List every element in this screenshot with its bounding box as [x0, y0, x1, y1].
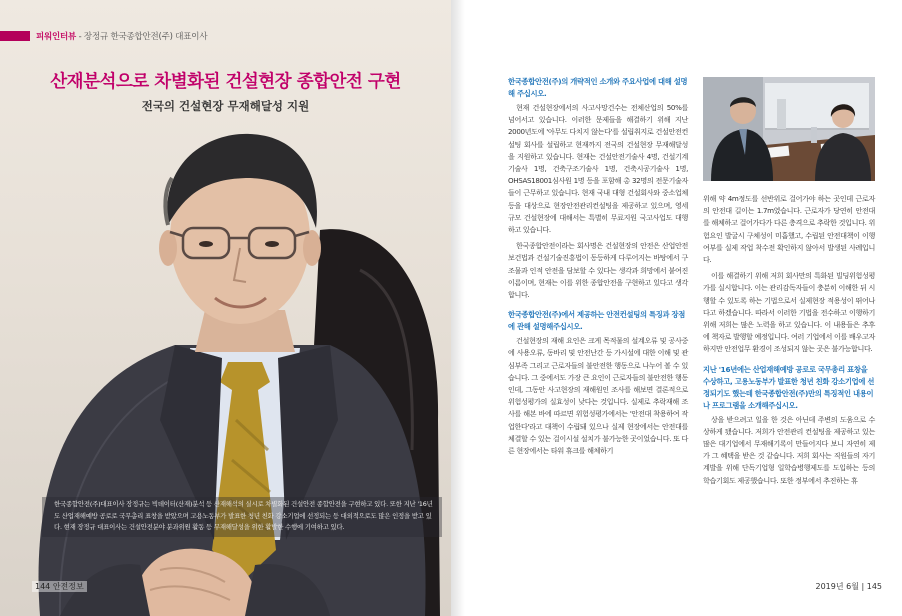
question-3: 지난 '16년에는 산업재해예방 공로로 국무총리 표창을 수상하고, 고용노동부가 발표한 청년 친화 강소기업에 선정되기도 했는데 한국종합안전(주)만의 특징적인 내용이나 프로그램을 소개해주십시오. [703, 364, 875, 410]
portrait-illustration [0, 120, 451, 616]
article-title: 산재분석으로 차별화된 건설현장 종합안전 구현 [50, 72, 401, 92]
gutter-shadow [451, 0, 465, 616]
interview-photo [703, 77, 875, 181]
text-column-1 [508, 76, 688, 461]
interview-illustration [703, 77, 875, 181]
photo-caption: 한국종합안전(주)대표이사 장정규는 빅데이터(산재)분석 등 산재해석의 실시로 차별화된 건설안전 종합안전을 구현하고 있다. 또한 지난 '16년도 산업재해예방 공로로 국무총리 표창을 받았으며 고용노동부가 발표한 청년 친화 강소기업에 선정되는 등 대외적으로도 많은 인정을 받고 있다. 현재 장정규 대표이사는 건설안전분야 분과위원 활동 등 무재해달성을 위한 활발한 수행에 기여하고 있다. [42, 497, 442, 537]
article-subtitle: 전국의 건설현장 무재해달성 지원 [141, 99, 310, 113]
answer-3-paragraph-1: 상을 받으려고 일을 한 것은 아닌데 주변의 도움으로 수상하게 됐습니다. 저희가 안전관리 컨설팅을 제공하고 있는 많은 대기업에서 무재해기록이 만들어지다 보니 자연히 제가 그 혜택을 받은 것 같습니다. 저희 회사는 직원들의 자기계발을 위해 단독기업형 일학습병행제도를 도입하는 등의 학습기회도 제공했습니다. 또한 정부에서 추진하는 휴 [703, 414, 875, 485]
section-subtitle: - 장정규 한국종합안전(주) 대표이사 [76, 32, 208, 42]
text-column-2 [703, 193, 875, 491]
section-header [36, 30, 207, 42]
answer-2-paragraph-3: 이를 해결하기 위해 저희 회사만의 특화된 빌딩위험성평가를 실시합니다. 이는 관리감독자들이 충분히 이해한 뒤 시행할 수 있도록 하는 기법으로서 실제현장 적용성이 뛰어나다고 하겠습니다. 따라서 이러한 기법을 전수하고 이행하기 위해 저희는 많은 노력을 하고 있습니다. 이 내용들은 추후에 책자로 발행할 예정입니다. 여러 기업에서 이를 배우고자 하지만 안전업무 환경이 조성되지 않는 곳은 불가능합니다. [703, 271, 875, 354]
question-1: 한국종합안전(주)의 개략적인 소개와 주요사업에 대해 설명해 주십시오. [508, 77, 688, 98]
question-2: 한국종합안전(주)에서 제공하는 안전컨설팅의 특징과 장점에 관해 설명해주십시오. [508, 310, 686, 332]
answer-2-paragraph-2: 위해 약 4m정도를 선반위로 걸어가야 하는 곳인데 근로자의 안전대 길이는 1.7m였습니다. 근로자가 당연히 안전대를 해체하고 걸어가다가 다른 층격으로 추락한 것입니다. 위험요인 발굴시 구체성이 미흡했고, 수립된 안전대책이 이행여부를 실제 작업 착수전 확인하지 않아서 발생된 사례입니다. [703, 194, 875, 265]
page-folio-right: 2019년 6월 | 145 [815, 582, 882, 591]
right-page [451, 0, 902, 616]
page-folio-left: 144 안전정보 [32, 581, 87, 592]
answer-2-paragraph-1: 건설현장의 재해 요인은 크게 목적물의 설계오류 및 공사중에 사용오류, 동바리 및 안전난간 등 가시설에 대한 이해 및 관심부족 그리고 근로자들의 불안전한 행동으로 나누어 볼 수 있습니다. 그 중에서도 가장 큰 요인이 근로자들의 불안전한 행동인데, 그동안 사고현장의 재해원인 조사를 해보면 결론적으로 위험성평가의 실효성이 낮다는 것입니다. 실제로 추락재해 조사를 해본 바에 따르면 위험성평가에서는 '안전대 착용하여 작업한다'라고 대책이 수립돼 있으나 실제 현장에서는 안전대를 체결할 수 있는 걸이시설 설치가 불가능한 곳이었습니다. 또 다른 현장에서는 타워 휴크를 해체하기 [508, 336, 688, 456]
answer-1-paragraph-1: 현재 건설현장에서의 사고사망건수는 전체산업의 50%를 넘어서고 있습니다. 이러한 문제들을 해결하기 위해 지난 2000년도에 '아무도 다치지 않는다'를 설립취지로 건설안전컨설팅 회사를 설립하고 현재까지 전국의 건설현장 무재해달성을 지원하고 있습니다. 현재는 건설안전기술사 4명, 건설기계기술사 1명, 건축구조기술사 1명, 건축시공기술사 1명, OHSAS18001심사원 1명 등을 포함해 총 32명의 전문기술자들이 근무하고 있습니다. 현재 국내 대형 건설회사와 중소업체 등을 대상으로 현장안전관리컨설팅을 제공하고 있으며, 영세규모 건설현장에 대해서는 특별히 무료지원 국고사업도 대행하고 있습니다. [508, 103, 688, 235]
answer-1-paragraph-2: 한국종합안전이라는 회사명은 건설현장의 안전은 산업안전보건법과 건설기술진흥법이 동등하게 다루어지는 바탕에서 구조물과 인적 안전을 담보할 수 있다는 생각과 희망에서 붙여진 이름이며, 현재는 이를 위한 종합안전을 구현하고 있다고 생각합니다. [508, 241, 688, 300]
section-label: 피워인터뷰 [36, 32, 77, 42]
portrait-photo [0, 120, 451, 616]
section-color-bar [0, 31, 30, 41]
